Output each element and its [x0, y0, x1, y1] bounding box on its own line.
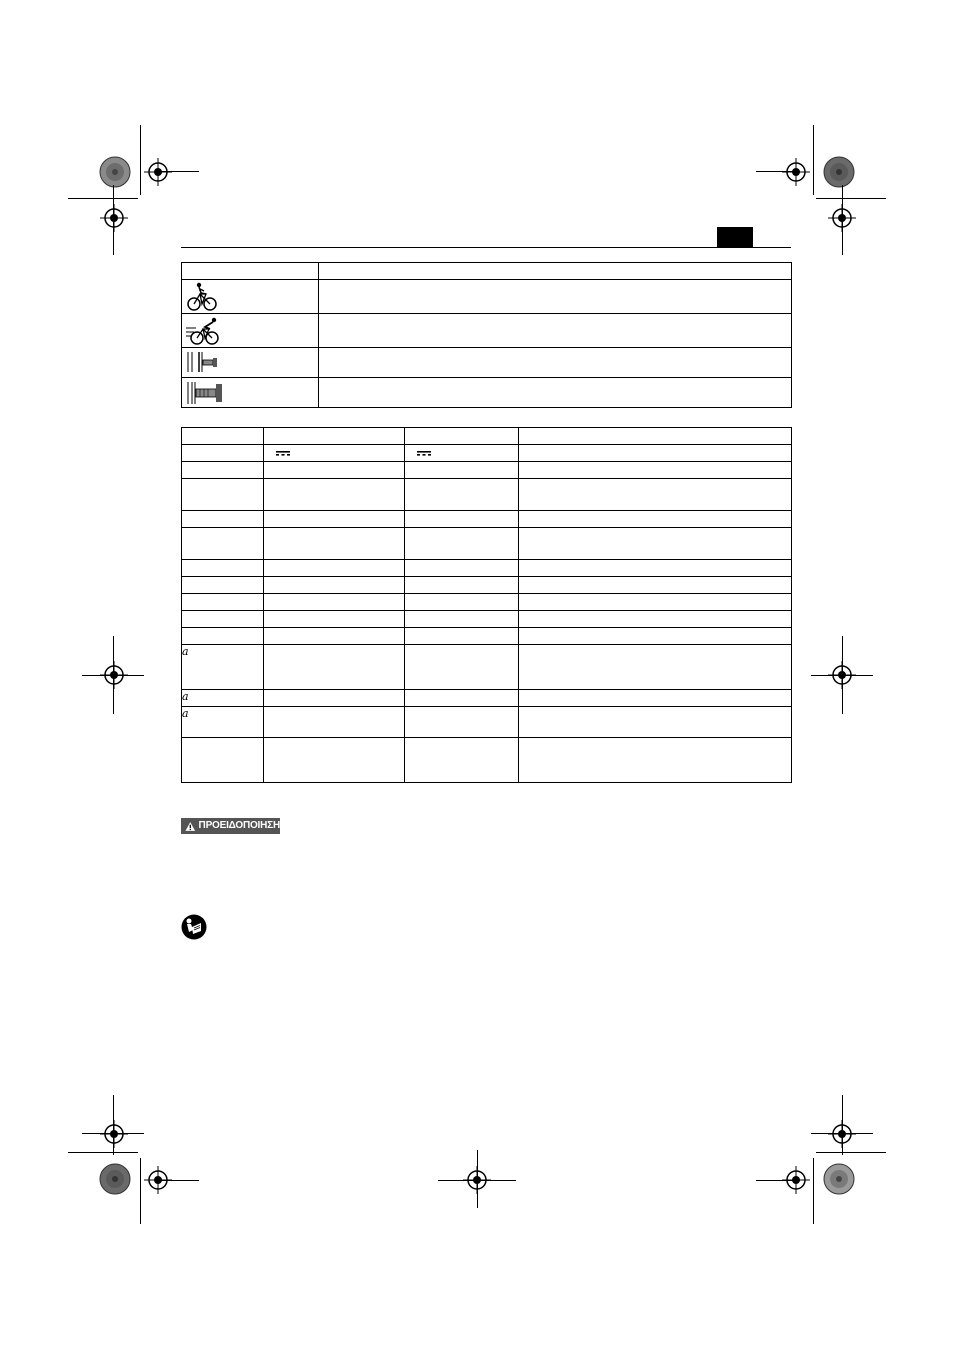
dc-current-icon	[276, 451, 290, 456]
table-row	[182, 707, 792, 738]
symbol-cell	[182, 378, 319, 408]
table-row	[182, 560, 792, 577]
crop-line	[813, 125, 814, 195]
table-row	[182, 577, 792, 594]
table-row	[182, 511, 792, 528]
crosshair-mark-left-upper	[100, 204, 128, 232]
meaning-cell	[319, 348, 792, 378]
crop-line	[756, 171, 800, 172]
table-row	[182, 445, 792, 462]
color-wheel-mark-top-right	[822, 155, 856, 189]
crosshair-mark-left-middle	[100, 661, 128, 689]
symbol-cell	[182, 314, 319, 348]
crosshair-mark-bottom-right	[782, 1166, 810, 1194]
meaning-cell	[319, 314, 792, 348]
small-screw-icon	[186, 350, 222, 374]
crop-line	[842, 185, 843, 255]
table-row	[182, 611, 792, 628]
crop-line	[816, 1152, 886, 1153]
symbol-cell	[182, 280, 319, 314]
crosshair-mark-top-right	[782, 158, 810, 186]
crop-line	[68, 1152, 138, 1153]
specifications-table	[181, 427, 792, 783]
symbol-cell	[182, 348, 319, 378]
crop-line	[155, 171, 199, 172]
header-rule	[181, 247, 791, 248]
crosshair-mark-left-lower	[100, 1120, 128, 1148]
table-row	[182, 348, 792, 378]
table-row	[182, 528, 792, 560]
table-row	[182, 428, 792, 445]
color-wheel-mark-bottom-right	[822, 1162, 856, 1196]
crop-line	[140, 125, 141, 195]
meaning-cell	[319, 280, 792, 314]
table-row	[182, 738, 792, 783]
warning-badge	[181, 818, 280, 834]
crosshair-mark-bottom-center	[463, 1166, 491, 1194]
crop-line	[816, 198, 886, 199]
table-row	[182, 263, 792, 280]
cyclist-fast-icon	[186, 316, 220, 346]
read-manual-icon	[181, 914, 207, 940]
crosshair-mark-top-left	[144, 158, 172, 186]
language-tab	[717, 227, 753, 247]
crop-line	[813, 1158, 814, 1224]
color-wheel-mark-bottom-left	[98, 1162, 132, 1196]
crosshair-mark-right-middle	[828, 661, 856, 689]
table-row	[182, 690, 792, 707]
crosshair-mark-right-lower	[828, 1120, 856, 1148]
table-row	[182, 628, 792, 645]
symbol-header-cell	[182, 263, 319, 280]
dc-current-icon	[417, 451, 431, 456]
warning-label: ΠΡΟΕΙΔΟΠΟΙΗΣΗ	[198, 820, 280, 831]
table-row	[182, 479, 792, 511]
meaning-cell	[319, 378, 792, 408]
table-row	[182, 280, 792, 314]
color-wheel-mark-top-left	[98, 155, 132, 189]
warning-triangle-icon	[185, 821, 196, 832]
crosshair-mark-bottom-left	[144, 1166, 172, 1194]
crop-line	[140, 1158, 141, 1224]
crop-line	[68, 198, 138, 199]
table-row	[182, 462, 792, 479]
cyclist-slow-icon	[186, 282, 218, 312]
table-row	[182, 314, 792, 348]
table-row	[182, 645, 792, 690]
meaning-header-cell	[319, 263, 792, 280]
table-row	[182, 594, 792, 611]
alpha-label: a	[182, 690, 264, 707]
large-screw-icon	[186, 380, 226, 406]
symbols-table	[181, 262, 792, 408]
table-row	[182, 378, 792, 408]
crop-line	[113, 185, 114, 255]
alpha-label: a	[182, 707, 264, 738]
alpha-label: a	[182, 645, 264, 690]
